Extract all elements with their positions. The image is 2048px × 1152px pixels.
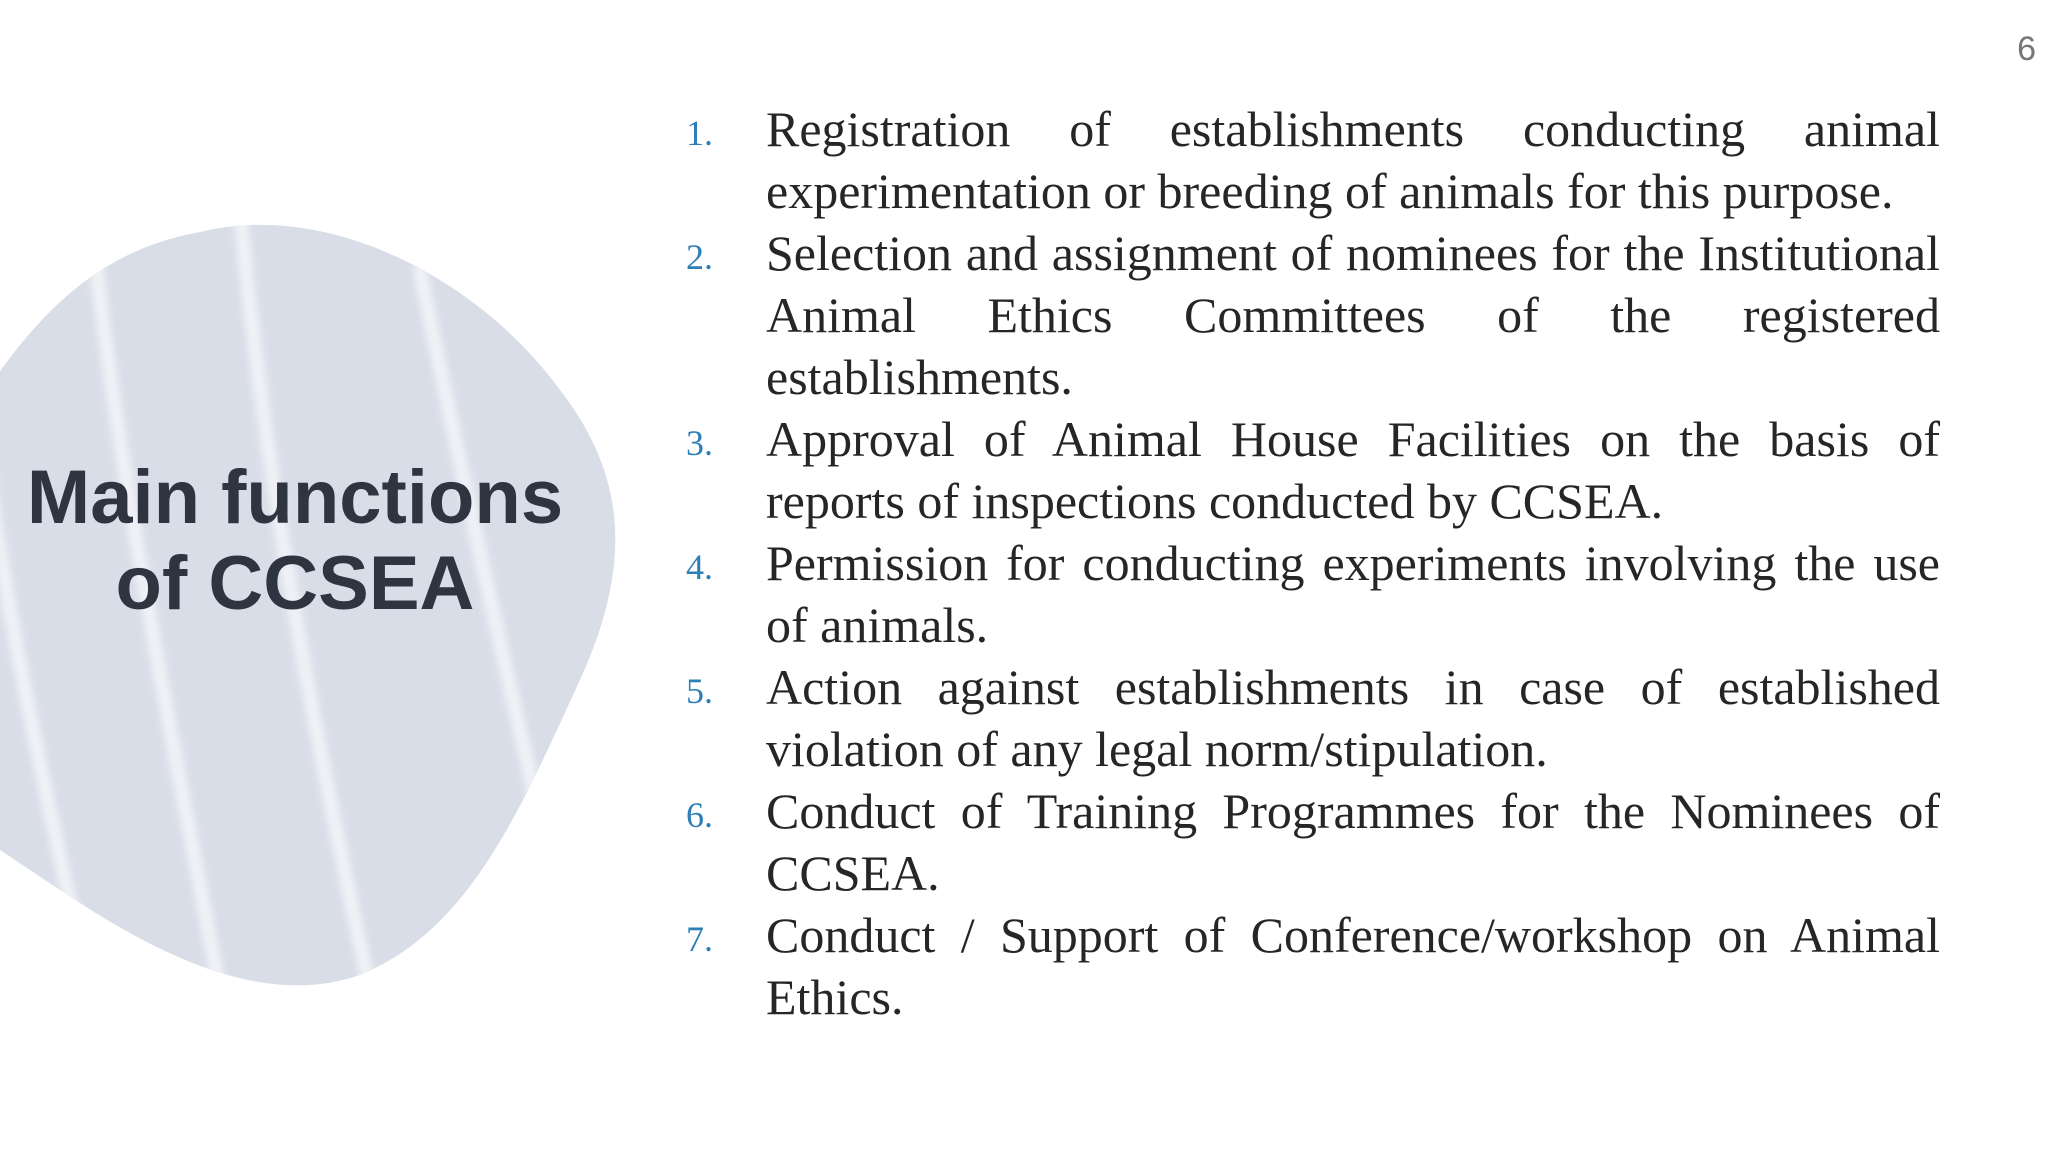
function-item-number: 3. <box>686 423 713 463</box>
page-number: 6 <box>2017 30 2036 68</box>
function-item-number: 2. <box>686 237 713 277</box>
slide-title <box>0 455 590 627</box>
function-item-1 <box>686 98 1940 222</box>
function-item-number: 7. <box>686 919 713 959</box>
slide-title-line-1: Main functions <box>26 455 564 540</box>
function-item-text: Action against establishments in case of established violation of any legal norm/stipulation. <box>766 659 1940 777</box>
function-item-2 <box>686 222 1940 408</box>
function-item-text: Conduct / Support of Conference/workshop on Animal Ethics. <box>766 907 1940 1025</box>
function-item-text: Selection and assignment of nominees for the Institutional Animal Ethics Committees of the registered establishments. <box>766 225 1940 405</box>
slide-title-line-2: of CCSEA <box>115 541 475 626</box>
function-item-text: Registration of establishments conducting animal experimentation or breeding of animals for this purpose. <box>766 101 1940 219</box>
functions-list <box>686 98 1940 1028</box>
function-item-7 <box>686 904 1940 1028</box>
function-item-number: 4. <box>686 547 713 587</box>
function-item-text: Permission for conducting experiments involving the use of animals. <box>766 535 1940 653</box>
function-item-3 <box>686 408 1940 532</box>
function-item-5 <box>686 656 1940 780</box>
function-item-text: Conduct of Training Programmes for the Nominees of CCSEA. <box>766 783 1940 901</box>
function-item-4 <box>686 532 1940 656</box>
function-item-number: 1. <box>686 113 713 153</box>
function-item-number: 6. <box>686 795 713 835</box>
function-item-number: 5. <box>686 671 713 711</box>
function-item-text: Approval of Animal House Facilities on the basis of reports of inspections conducted by CCSEA. <box>766 411 1940 529</box>
function-item-6 <box>686 780 1940 904</box>
